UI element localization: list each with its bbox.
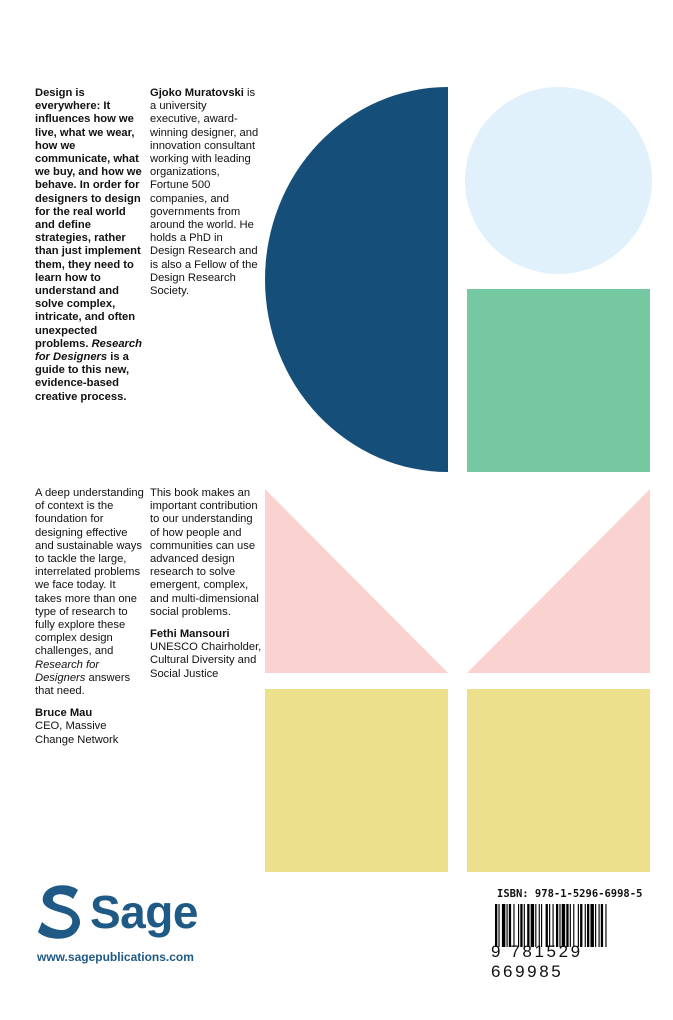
quote1-role: CEO, Massive Change Network [35, 720, 119, 746]
blurb-text-end: is a guide to this new, evidence-based creative process. [35, 351, 130, 403]
endorsement-quote-2 [150, 487, 262, 681]
barcode-bars [495, 904, 645, 947]
navy-half-circle [265, 87, 448, 472]
quote1-text: A deep understanding of context is the foundation for designing effective and sustainable ways to tackle the large, interrelated problems we face today. It takes more than one type of research to fully explore these complex design challenges, and [35, 487, 144, 658]
publisher-logo [38, 884, 218, 944]
isbn-label: ISBN: 978-1-5296-6998-5 [497, 888, 643, 900]
barcode-number: 9 781529 669985 [491, 942, 583, 981]
quote1-book-title: Research for Designers [35, 658, 100, 684]
pink-triangle-left [265, 489, 448, 673]
author-bio [150, 87, 260, 298]
back-cover-blurb [35, 87, 143, 404]
blurb-book-title: Research for Designers [35, 337, 142, 364]
publisher-url[interactable]: www.sagepublications.com [37, 950, 194, 964]
author-name: Gjoko Muratovski [150, 87, 244, 99]
isbn-barcode [489, 884, 649, 981]
quote1-attribution [35, 707, 145, 747]
author-bio-text: is a university executive, award-winning designer, and innovation consultant working with leading organizations, Fortune 500 companies, and governments from around the world. He holds a PhD in Design Research and is also a Fellow of the Design Research Society. [150, 87, 259, 298]
endorsement-quote-1 [35, 487, 145, 747]
quote2-attribution [150, 628, 262, 681]
pink-triangle-right [467, 489, 650, 673]
quote1-text-end: answers that need. [35, 671, 131, 698]
quote1-name: Bruce Mau [35, 707, 93, 720]
blurb-text: Design is everywhere: It influences how we live, what we wear, how we communicate, what we buy, and how we behave. In order for designers to design for the real world and define strategies, rather than just implement them, they need to learn how to understand and solve complex, intricate, and often unexpected problems. [35, 87, 142, 350]
yellow-square-left [265, 689, 448, 872]
quote2-role: UNESCO Chairholder, Cultural Diversity and Social Justice [150, 641, 262, 680]
yellow-square-right [467, 689, 650, 872]
quote2-text: This book makes an important contribution to our understanding of how people and communities can use advanced design research to solve emergent, complex, and multi-dimensional social problems. [150, 487, 259, 618]
quote2-name: Fethi Mansouri [150, 628, 230, 641]
publisher-name: Sage [90, 886, 198, 938]
light-blue-circle [465, 87, 652, 274]
green-square [467, 289, 650, 472]
sage-s-icon [38, 884, 82, 940]
